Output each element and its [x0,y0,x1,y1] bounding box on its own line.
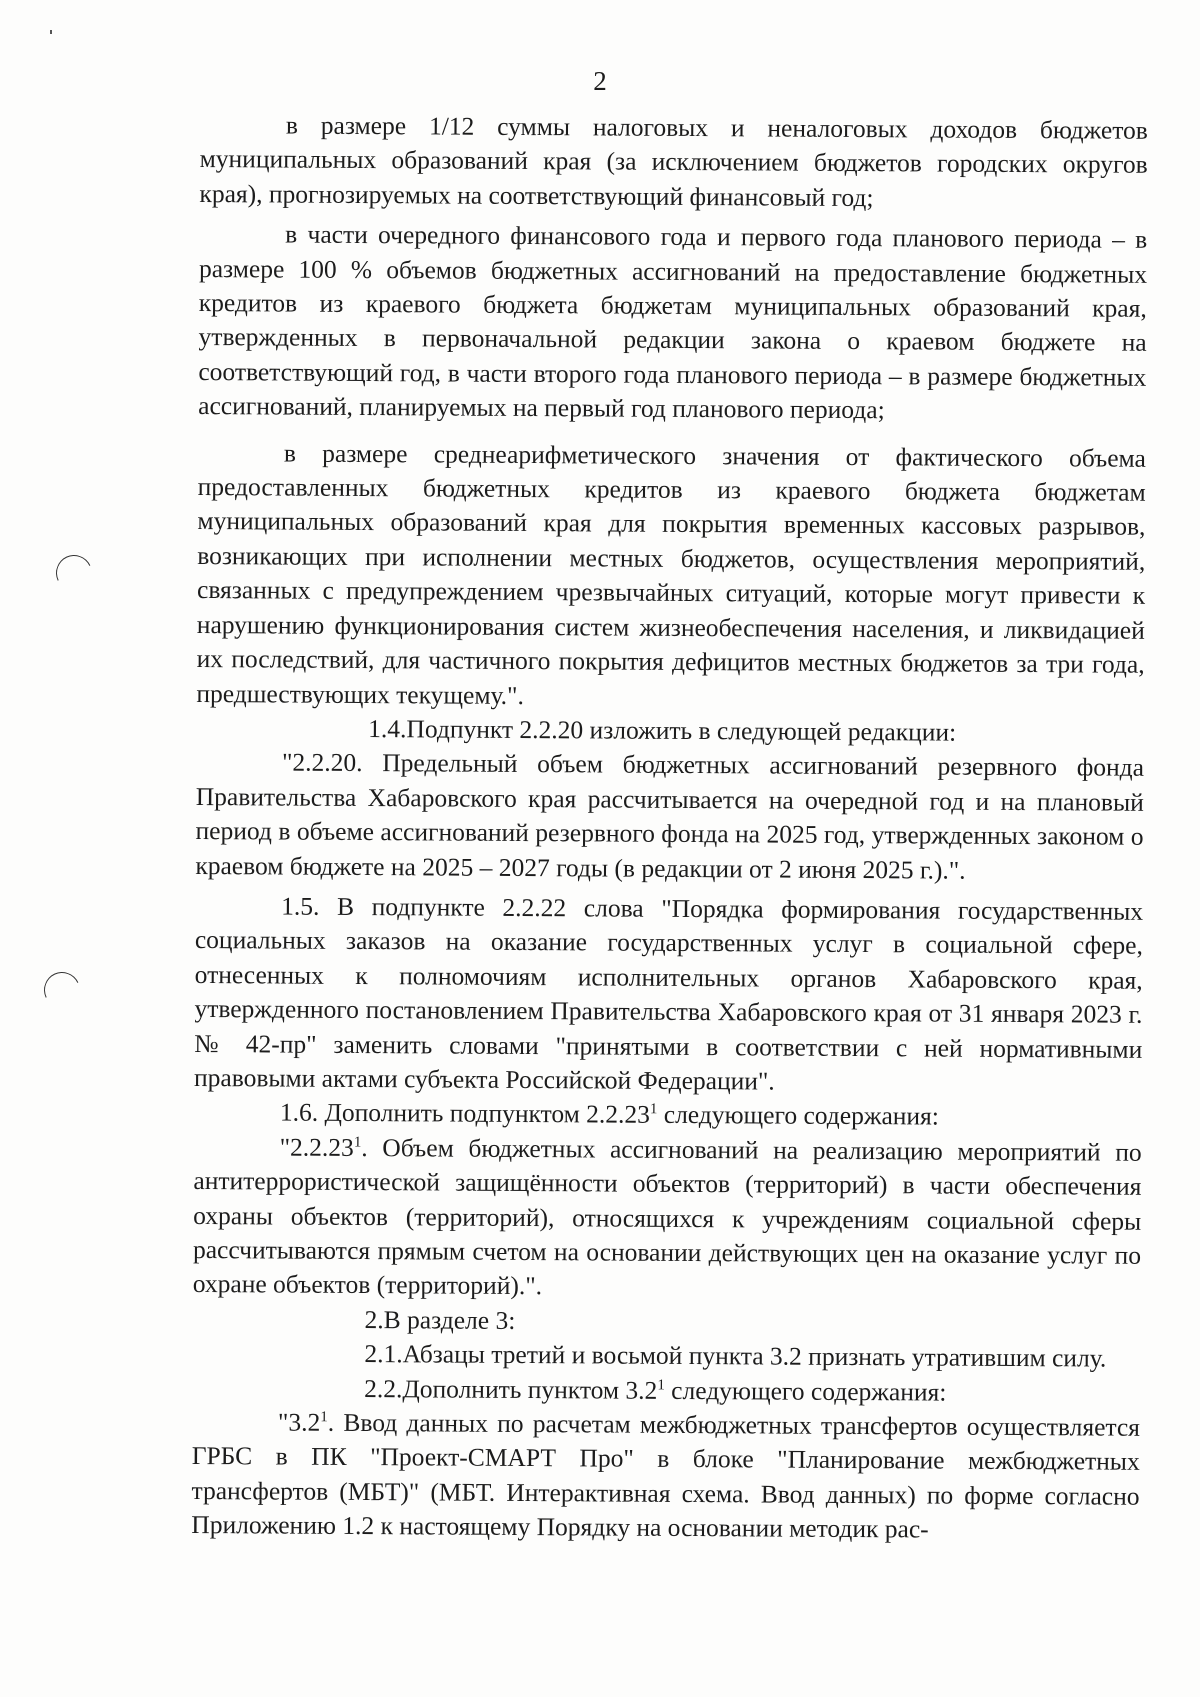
item-number: 2.1. [364,1339,403,1369]
document-body [191,108,1148,1548]
scan-artifact-arc [39,967,85,1013]
paragraph-item-1-4: 1.4.Подпункт 2.2.20 изложить в следующей редакции: [196,711,1144,751]
paragraph-1: в размере 1/12 суммы налоговых и неналоговых доходов бюджетов муниципальных образований края (за исключением бюджетов городских округов края), прогнозируемых на соответствующий финансовый год; [199,110,1148,212]
page-number: 2 [593,66,607,96]
superscript: 1 [353,1134,362,1151]
paragraph-item-2-1: 2.1.Абзацы третий и восьмой пункта 3.2 признать утратившим силу. [192,1336,1140,1376]
superscript: 1 [649,1101,658,1118]
scan-artifact-arc [51,550,97,596]
paragraph-2: в части очередного финансового года и первого года планового периода – в размере 100 % объемов бюджетных ассигнований на предоставление бюджетных кредитов из краевого бюджета бюджетам муниципальных образований края, утвержденных в первоначальной редакции закона о краевом бюджете на соответствующий год, в части второго года планового периода – в размере бюджетных ассигнований, планируемых на первый год планового периода; [198,219,1148,425]
superscript: 1 [320,1409,328,1426]
paragraph-quote-2-2-20: "2.2.20. Предельный объем бюджетных ассигнований резервного фонда Правительства Хабаровского края рассчитывается на очередной год и на плановый период в объеме ассигнований резервного фонда на 2025 год, утвержденных законом о краевом бюджете на 2025 – 2027 годы (в редакции от 2 июня 2025 г.).". [195,747,1145,885]
paragraph-quote-2-2-23-1: "2.2.23$^1$. Объем бюджетных ассигнований на реализацию мероприятий по антитеррористической защищённости объектов (территорий) в части обеспечения охраны объектов (территорий), относящихся к учреждениям социальной сферы рассчитываются прямым счетом на основании действующих цен на оказание услуг по охране объектов (территорий).". [192,1132,1142,1301]
item-number: 1.4. [368,713,407,744]
paragraph-3: в размере среднеарифметического значения от фактического объема предоставленных бюджетных кредитов из краевого бюджета бюджетам муниципальных образований края для покрытия временных кассовых разрывов, возникающих при исполнении местных бюджетов, осуществления мероприятий, связанных с предупреждением чрезвычайных ситуаций, которые могут привести к нарушению функционирования систем жизнеобеспечения населения, и ликвидацией их последствий, для частичного покрытия дефицитов местных бюджетов за три года, предшествующих текущему.". [196,438,1146,710]
item-number: 2. [364,1304,384,1334]
paragraph-item-1-6: 1.6. Дополнить подпунктом 2.2.23$^1$ следующего содержания: [279,1097,940,1131]
superscript: 1 [657,1376,665,1393]
paragraph-quote-3-2-1: "$3.2^1$. Ввод данных по расчетам межбюджетных трансфертов осуществляется ГРБС в ПК "Проект-СМАРТ Про" в блоке "Планирование межбюджетных трансфертов (МБТ)" (МБТ. Интерактивная схема. Ввод данных) по форме согласно Приложению 1.2 к настоящему Порядку на основании методик рас- [191,1407,1141,1544]
scan-artifact-speck [50,30,52,34]
paragraph-item-2: 2.В разделе 3: [192,1302,1140,1342]
item-number: 2.2. [364,1373,403,1403]
paragraph-item-1-5: 1.5. В подпункте 2.2.22 слова "Порядка формирования государственных социальных заказов на оказание государственных услуг в социальной сфере, отнесенных к полномочиям исполнительных органов Хабаровского края, утвержденного постановлением Правительства Хабаровского края от 31 января 2023 г. № 42-пр" заменить словами "принятыми в соответствии с ней нормативными правовыми актами субъекта Российской Федерации". [193,891,1144,1096]
paragraph-item-2-2: 2.2.Дополнить пунктом $3.2^1$ следующего содержания: [192,1371,1140,1411]
